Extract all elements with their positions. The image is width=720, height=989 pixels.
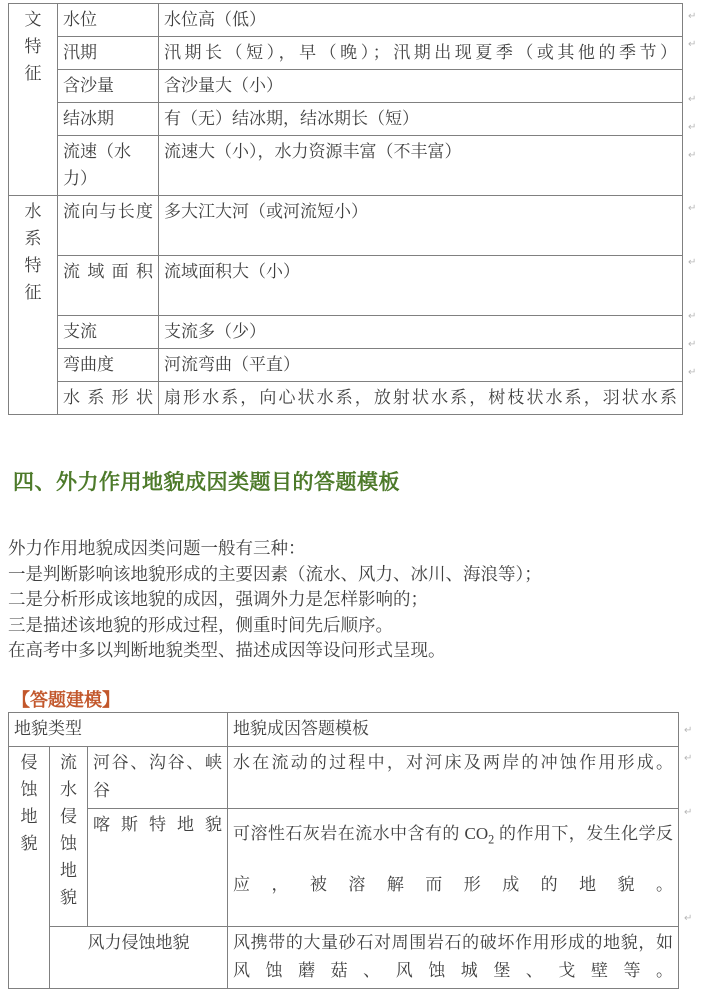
pilcrow-mark: ↵	[688, 39, 697, 50]
landform-name: 河谷、沟谷、峡谷	[88, 747, 228, 809]
group-char: 蚀	[20, 780, 38, 799]
group-char: 侵	[60, 807, 77, 826]
body-line: 外力作用地貌成因类问题一般有三种：	[8, 538, 306, 558]
subgroup-fluvial-erosion	[50, 747, 88, 927]
table-row	[9, 37, 683, 70]
template-text-post: 的作用下，发生化学反应，被溶解而形成的地貌。	[233, 824, 674, 895]
section-body	[8, 536, 708, 664]
pilcrow-mark: ↵	[688, 311, 697, 322]
row-label: 汛期	[58, 37, 159, 70]
landform-name: 喀斯特地貌	[88, 809, 228, 927]
row-content: 支流多（少）	[159, 316, 683, 349]
group-char: 地	[60, 861, 77, 880]
pilcrow-mark: ↵	[688, 94, 697, 105]
group-char: 流	[60, 753, 77, 772]
table-row	[9, 927, 679, 989]
body-line: 二是分析形成该地貌的成因，强调外力是怎样影响的；	[8, 589, 428, 609]
co2-formula: CO	[464, 824, 489, 843]
co2-subscript: 2	[488, 832, 495, 847]
header-answer-template: 地貌成因答题模板	[228, 713, 679, 747]
pilcrow-mark: ↵	[684, 725, 693, 736]
row-label: 支流	[58, 316, 159, 349]
row-label: 水系形状	[58, 382, 159, 415]
group-char: 地	[20, 807, 38, 826]
table-row	[9, 256, 683, 316]
row-content: 扇形水系，向心状水系，放射状水系，树枝状水系，羽状水系	[159, 382, 683, 415]
pilcrow-mark: ↵	[688, 11, 697, 22]
pilcrow-mark: ↵	[688, 367, 697, 378]
group-char: 特	[24, 256, 42, 275]
group-char: 貌	[60, 888, 77, 907]
landform-template: 水在流动的过程中，对河床及两岸的冲蚀作用形成。	[228, 747, 679, 809]
pilcrow-mark: ↵	[688, 257, 697, 268]
row-content: 流域面积大（小）	[159, 256, 683, 316]
landform-template: 风携带的大量砂石对周围岩石的破坏作用形成的地貌，如风蚀蘑菇、风蚀城堡、戈壁等。	[228, 927, 679, 989]
row-group-hydrologic	[9, 4, 58, 196]
group-char: 蚀	[60, 834, 77, 853]
group-char: 水	[24, 202, 42, 221]
river-characteristics-table	[8, 3, 683, 415]
row-group-drainage	[9, 196, 58, 415]
group-char: 貌	[20, 834, 38, 853]
row-content: 流速大（小），水力资源丰富（不丰富）	[159, 136, 683, 196]
table-row	[9, 4, 683, 37]
row-content: 汛期长（短），早（晚）；汛期出现夏季（或其他的季节）	[159, 37, 683, 70]
row-content: 多大江大河（或河流短小）	[159, 196, 683, 256]
group-char: 征	[24, 283, 42, 302]
template-text-pre: 可溶性石灰岩在流水中含有的	[233, 824, 465, 843]
group-char: 系	[24, 229, 42, 248]
subsection-heading: 【答题建模】	[12, 690, 120, 710]
landform-name: 风力侵蚀地貌	[50, 927, 228, 989]
body-line: 三是描述该地貌的形成过程，侧重时间先后顺序。	[8, 614, 393, 635]
table-row	[9, 103, 683, 136]
pilcrow-mark: ↵	[688, 339, 697, 350]
row-label: 结冰期	[58, 103, 159, 136]
row-label: 流速（水力）	[58, 136, 159, 196]
landform-template	[228, 809, 679, 927]
pilcrow-mark: ↵	[688, 122, 697, 133]
pilcrow-mark: ↵	[688, 150, 697, 161]
pilcrow-mark: ↵	[688, 203, 697, 214]
table-row	[9, 382, 683, 415]
table-row	[9, 316, 683, 349]
group-char: 文	[24, 10, 42, 29]
table-row	[9, 747, 679, 809]
row-label: 弯曲度	[58, 349, 159, 382]
row-label: 含沙量	[58, 70, 159, 103]
pilcrow-mark: ↵	[684, 913, 693, 924]
group-erosion-landform	[9, 747, 50, 989]
table-row	[9, 136, 683, 196]
group-char: 征	[24, 64, 42, 83]
group-char: 侵	[20, 753, 38, 772]
group-char: 水	[60, 780, 77, 799]
table-row	[9, 196, 683, 256]
table-row	[9, 70, 683, 103]
pilcrow-mark: ↵	[684, 807, 693, 818]
row-label: 流向与长度	[58, 196, 159, 256]
landform-template-table	[8, 712, 679, 989]
table-row	[9, 349, 683, 382]
row-label: 水位	[58, 4, 159, 37]
header-landform-type: 地貌类型	[9, 713, 228, 747]
body-line: 一是判断影响该地貌形成的主要因素（流水、风力、冰川、海浪等）；	[8, 563, 542, 584]
table-row	[9, 713, 679, 747]
row-content: 河流弯曲（平直）	[159, 349, 683, 382]
row-content: 水位高（低）	[159, 4, 683, 37]
row-content: 含沙量大（小）	[159, 70, 683, 103]
pilcrow-mark: ↵	[684, 753, 693, 764]
row-content: 有（无）结冰期，结冰期长（短）	[159, 103, 683, 136]
body-line: 在高考中多以判断地貌类型、描述成因等设问形式呈现。	[8, 640, 446, 660]
section-heading: 四、外力作用地貌成因类题目的答题模板	[13, 471, 400, 494]
group-char: 特	[24, 37, 42, 56]
table-row	[9, 809, 679, 927]
row-label: 流域面积	[58, 256, 159, 316]
